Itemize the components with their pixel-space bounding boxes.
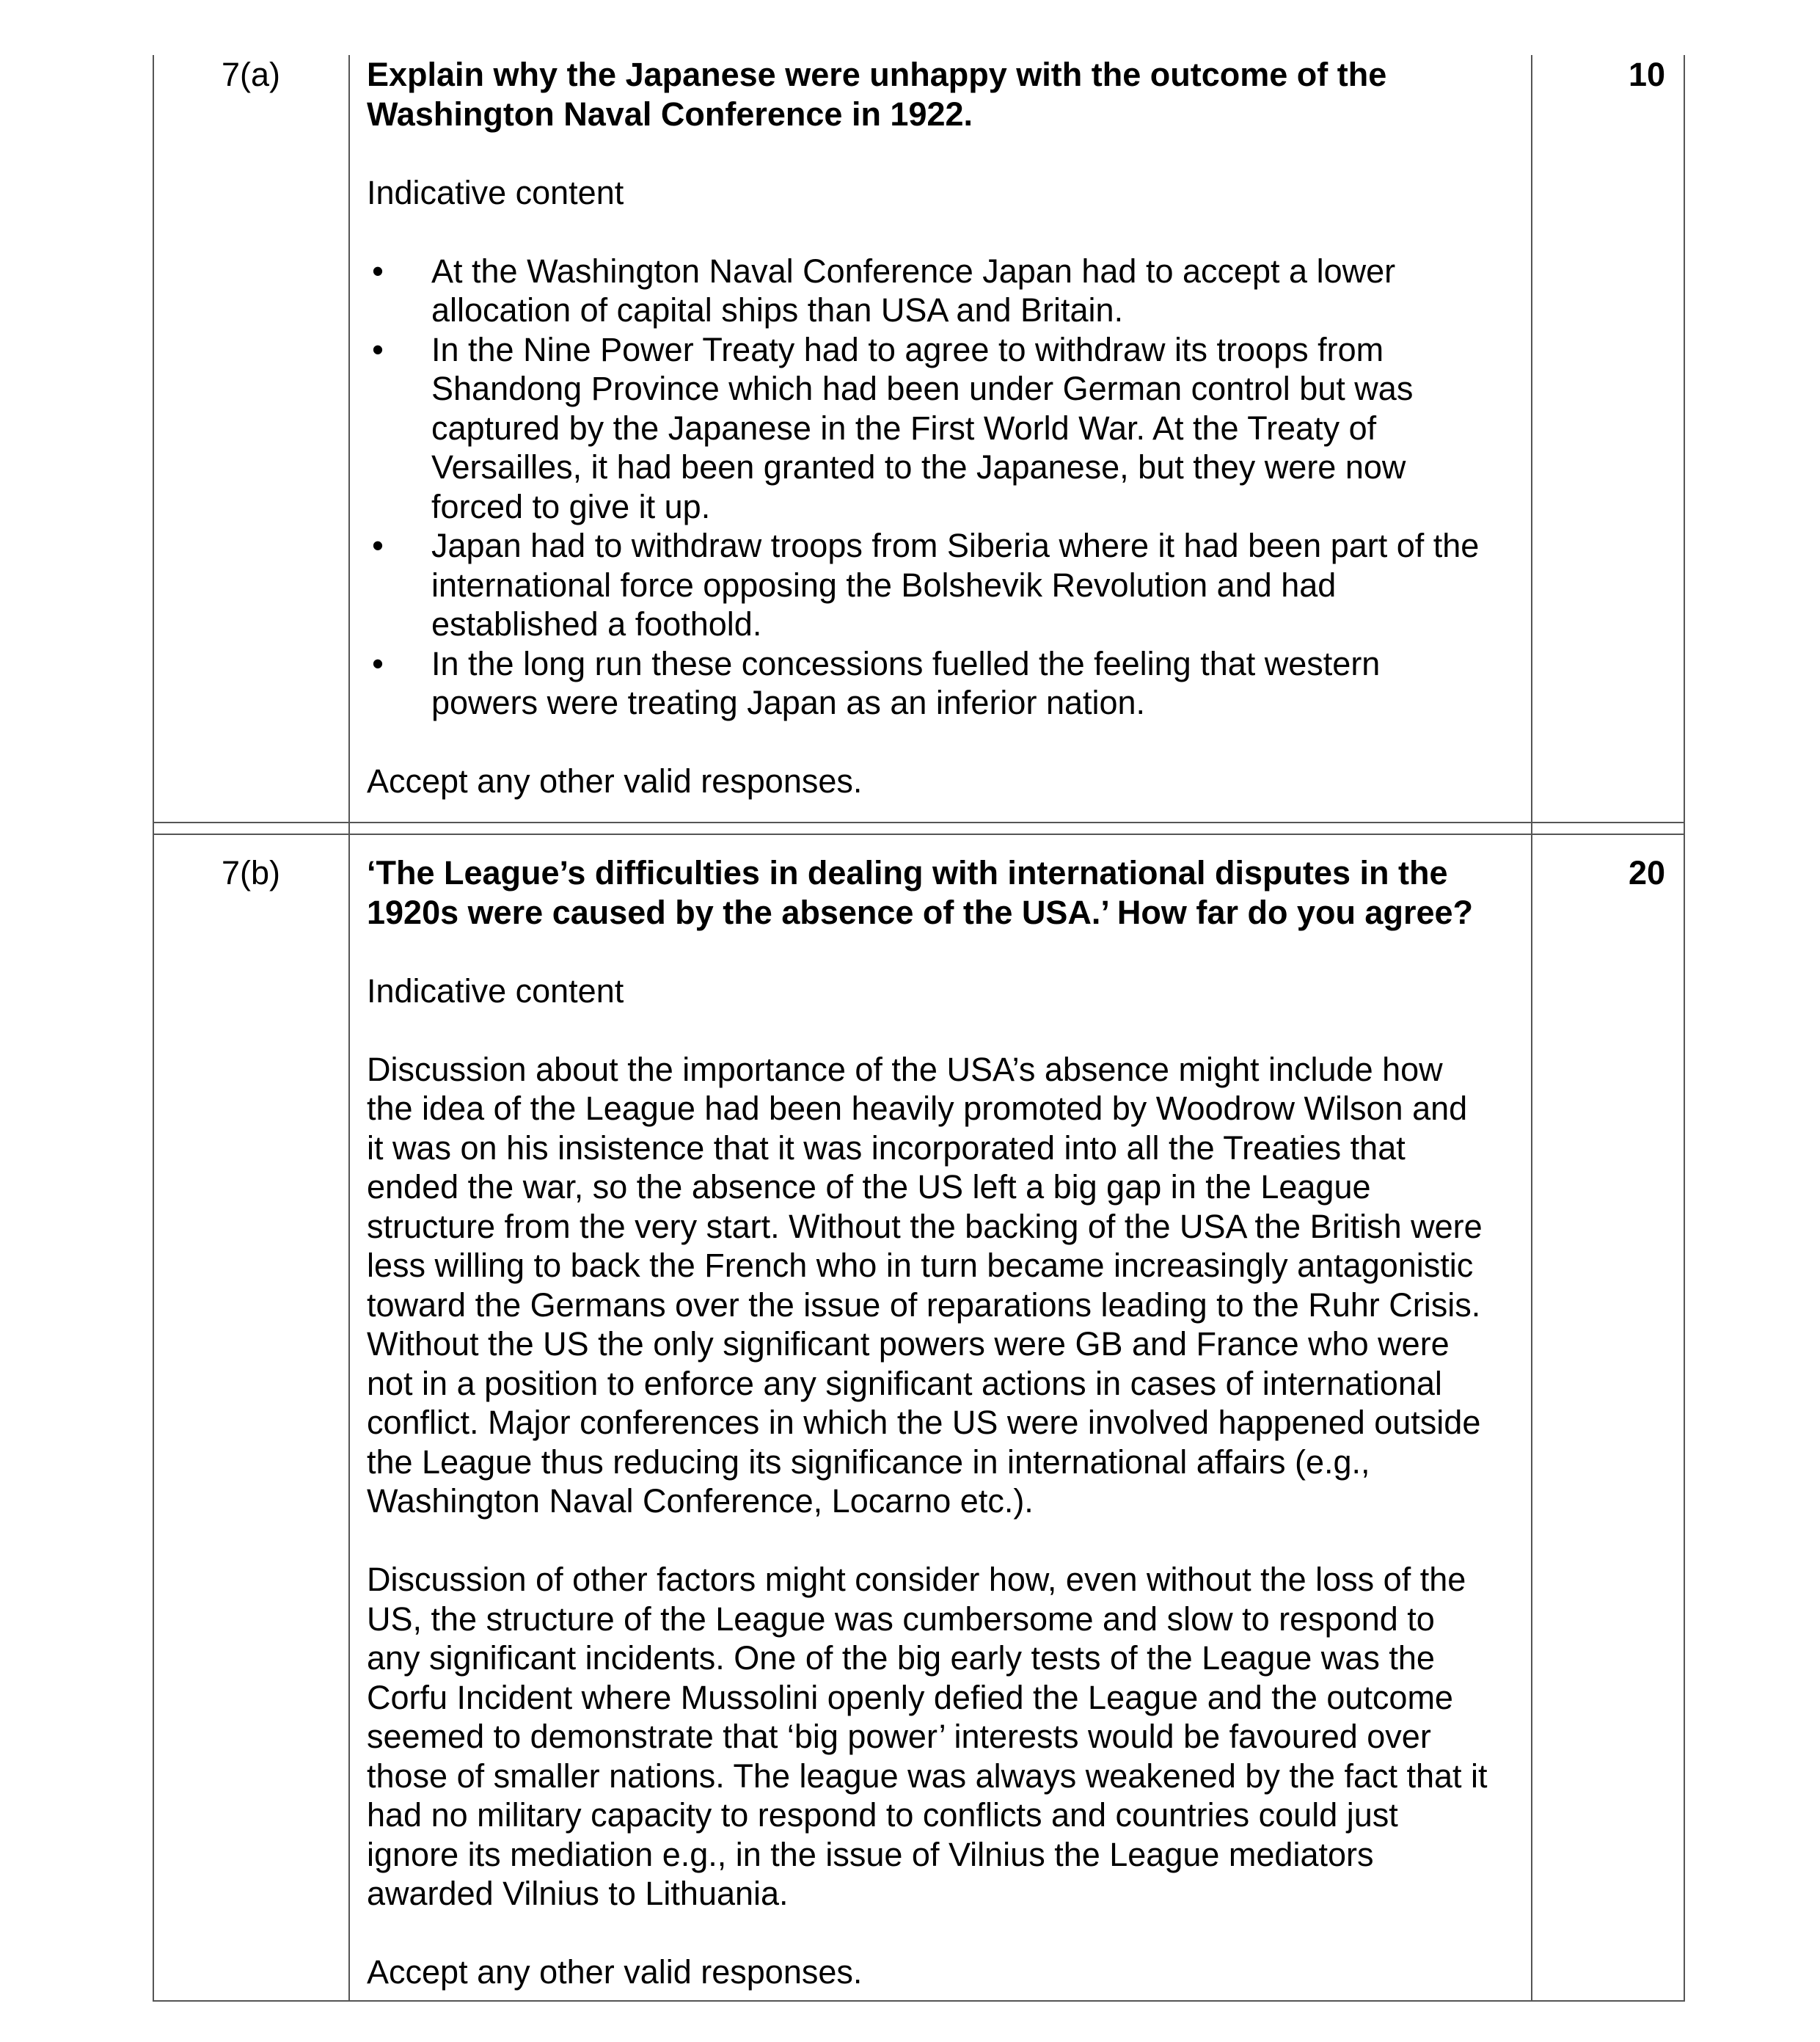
closing-note-7a: Accept any other valid responses. — [367, 762, 863, 800]
bullet-icon: • — [372, 527, 384, 564]
paragraph-other-factors: Discussion of other factors might consider how, even without the loss of the US, the structure of the League was cumbersome and slow to respond to any significant incidents. One of the big early tests of the League was the Corfu Incident where Mussolini openly defied the League and the outcome seemed to demonstrate that ‘big power’ interests would be favoured over those of smaller nations. The league was always weakened by the fact that it had no military capacity to respond to conflicts and countries could just ignore its mediation e.g., in the issue of Vilnius the League mediators awarded Vilnius to Lithuania. — [367, 1561, 1488, 1912]
indicative-heading-7b: Indicative content — [367, 971, 624, 1010]
marks-7b: 20 — [1628, 854, 1666, 891]
column-divider-1 — [348, 55, 350, 2002]
list-item: • Japan had to withdraw troops from Siberia where it had been part of the international force opposing the Bolshevik Revolution and had established a foothold. — [367, 526, 1493, 644]
question-number-7a: 7(a) — [221, 56, 281, 93]
list-item: • In the long run these concessions fuelled the feeling that western powers were treating Japan as an inferior nation. — [367, 644, 1493, 723]
row-divider-top — [153, 822, 1685, 823]
indicative-heading-7a: Indicative content — [367, 173, 624, 211]
bullet-icon: • — [372, 330, 384, 368]
row-divider-bottom — [153, 834, 1685, 835]
table-border-right — [1684, 55, 1685, 2002]
bullet-icon: • — [372, 252, 384, 290]
list-item: • In the Nine Power Treaty had to agree to withdraw its troops from Shandong Province which had been under German control but was captured by the Japanese in the First World War. At the Treaty of Versailles, it had been granted to the Japanese, but they were now forced to give it up. — [367, 330, 1493, 527]
list-item: • At the Washington Naval Conference Japan had to accept a lower allocation of capital ships than USA and Britain. — [367, 252, 1493, 330]
question-text-7b: ‘The League’s difficulties in dealing with international disputes in the 1920s were caused by the absence of the USA.’ How far do you agree? — [367, 854, 1474, 931]
table-border-left — [153, 55, 154, 2002]
paragraph-usa-absence: Discussion about the importance of the USA’s absence might include how the idea of the League had been heavily promoted by Woodrow Wilson and it was on his insistence that it was incorporated into all the Treaties that ended the war, so the absence of the US left a big gap in the League structure from the very start. Without the backing of the USA the British were less willing to back the French who in turn became increasingly antagonistic toward the Germans over the issue of reparations leading to the Ruhr Crisis. Without the US the only significant powers were GB and France who were not in a position to enforce any significant actions in cases of international conflict. Major conferences in which the US were involved happened outside the League thus reducing its significance in international affairs (e.g., Washington Naval Conference, Locarno etc.). — [367, 1050, 1483, 1520]
question-content-7a — [367, 55, 1493, 801]
marks-7a: 10 — [1628, 56, 1666, 93]
question-content-7b — [367, 853, 1493, 1992]
bullet-list-7a — [367, 252, 1493, 723]
question-number-7b: 7(b) — [221, 854, 281, 891]
question-text-7a: Explain why the Japanese were unhappy with the outcome of the Washington Naval Conference in 1922. — [367, 56, 1387, 133]
bullet-icon: • — [372, 644, 384, 682]
column-divider-2 — [1531, 55, 1532, 2002]
closing-note-7b: Accept any other valid responses. — [367, 1953, 863, 1991]
table-border-bottom — [153, 2000, 1685, 2002]
